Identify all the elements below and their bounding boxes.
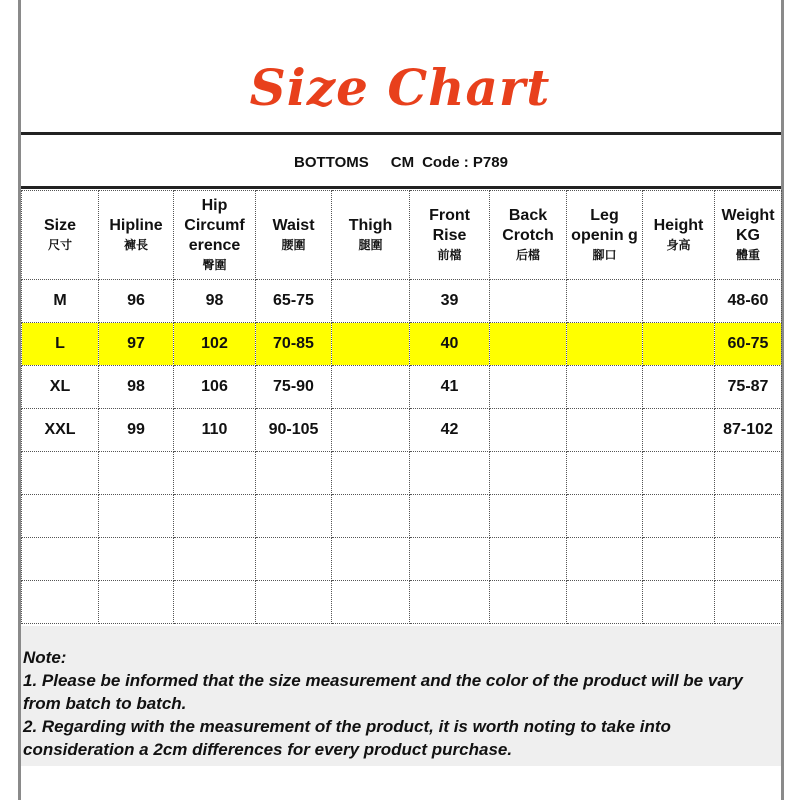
- unit-label: CM: [390, 153, 415, 171]
- table-body: [22, 280, 782, 624]
- table-cell: [256, 452, 332, 495]
- table-cell: [567, 280, 643, 323]
- table-cell: 75-90: [256, 366, 332, 409]
- table-cell: [490, 366, 567, 409]
- table-cell: [256, 538, 332, 581]
- table-cell: 90-105: [256, 409, 332, 452]
- table-cell: [643, 280, 715, 323]
- table-cell: 39: [410, 280, 490, 323]
- table-cell: 42: [410, 409, 490, 452]
- table-cell: [643, 409, 715, 452]
- table-cell: [256, 495, 332, 538]
- table-cell: XL: [22, 366, 99, 409]
- table-caption: [21, 137, 781, 187]
- column-header-zh: 尺寸: [47, 238, 72, 252]
- table-cell: [643, 452, 715, 495]
- table-cell: [643, 495, 715, 538]
- table-cell: [490, 452, 567, 495]
- table-cell: [410, 538, 490, 581]
- note-line-1: 1. Please be informed that the size measurement and the color of the product will be vary from batch to batch.: [23, 671, 743, 713]
- table-cell: [99, 495, 174, 538]
- table-cell: 75-87: [715, 366, 782, 409]
- table-cell: [410, 581, 490, 624]
- table-cell: 98: [99, 366, 174, 409]
- table-cell: [332, 538, 410, 581]
- table-row: [22, 409, 782, 452]
- column-header: [174, 191, 256, 280]
- column-header-en: Weight KG: [721, 207, 775, 244]
- table-cell: [256, 581, 332, 624]
- table-cell: [643, 538, 715, 581]
- table-cell: [715, 581, 782, 624]
- table-cell: 99: [99, 409, 174, 452]
- notes-title: Note:: [23, 648, 67, 667]
- column-header: [410, 191, 490, 280]
- table-cell: [715, 495, 782, 538]
- table-cell: [490, 280, 567, 323]
- column-header: [715, 191, 782, 280]
- table-cell: [332, 581, 410, 624]
- table-cell: 110: [174, 409, 256, 452]
- column-header: [490, 191, 567, 280]
- column-header-zh: 后檔: [515, 248, 540, 262]
- table-cell: [332, 366, 410, 409]
- table-cell: [567, 495, 643, 538]
- column-header: [256, 191, 332, 280]
- column-header-en: Hip Circumf erence: [184, 197, 245, 254]
- table-cell: [490, 495, 567, 538]
- table-cell: [22, 495, 99, 538]
- column-header-en: Hipline: [109, 217, 163, 234]
- table-row: [22, 495, 782, 538]
- table-cell: [490, 581, 567, 624]
- column-header-zh: 臀圍: [202, 258, 227, 272]
- table-cell: L: [22, 323, 99, 366]
- table-cell: 40: [410, 323, 490, 366]
- notes-section: [21, 626, 781, 766]
- table-cell: M: [22, 280, 99, 323]
- table-cell: [332, 452, 410, 495]
- table-cell: 87-102: [715, 409, 782, 452]
- table-cell: [643, 366, 715, 409]
- table-cell: [567, 323, 643, 366]
- column-header-en: Back Crotch: [502, 207, 554, 244]
- column-header-en: Waist: [272, 217, 315, 234]
- table-cell: [174, 452, 256, 495]
- table-cell: [99, 452, 174, 495]
- table-row: [22, 581, 782, 624]
- table-cell: [567, 452, 643, 495]
- table-cell: [22, 538, 99, 581]
- divider-top: [21, 132, 781, 135]
- column-header-en: Front Rise: [429, 207, 470, 244]
- column-header-en: Thigh: [348, 217, 393, 234]
- table-cell: [567, 538, 643, 581]
- table-cell: [643, 323, 715, 366]
- table-cell: [490, 538, 567, 581]
- category-label: BOTTOMS: [294, 153, 369, 171]
- column-header-zh: 身高: [666, 238, 691, 252]
- column-header: [643, 191, 715, 280]
- table-cell: XXL: [22, 409, 99, 452]
- table-cell: [22, 452, 99, 495]
- table-cell: [715, 452, 782, 495]
- table-cell: [490, 323, 567, 366]
- column-header-zh: 腰圍: [281, 238, 306, 252]
- table-cell: [332, 280, 410, 323]
- column-header-zh: 腿圍: [358, 238, 383, 252]
- table-cell: [567, 366, 643, 409]
- size-table: [21, 190, 782, 624]
- table-cell: [22, 581, 99, 624]
- table-cell: [332, 495, 410, 538]
- table-cell: [174, 581, 256, 624]
- table-cell: 96: [99, 280, 174, 323]
- table-cell: [99, 581, 174, 624]
- table-cell: [174, 495, 256, 538]
- table-cell: [174, 538, 256, 581]
- table-row: [22, 323, 782, 366]
- table-cell: [715, 538, 782, 581]
- table-cell: [410, 452, 490, 495]
- column-header-en: Size: [43, 217, 76, 234]
- table-cell: 106: [174, 366, 256, 409]
- column-header-zh: 前檔: [437, 248, 462, 262]
- column-header: [567, 191, 643, 280]
- table-cell: 65-75: [256, 280, 332, 323]
- table-cell: 98: [174, 280, 256, 323]
- product-code: Code : P789: [422, 153, 508, 171]
- column-header: [99, 191, 174, 280]
- table-row: [22, 452, 782, 495]
- column-header-zh: 褲長: [123, 238, 148, 252]
- table-cell: [643, 581, 715, 624]
- column-header: [332, 191, 410, 280]
- column-header-en: Height: [653, 217, 704, 234]
- table-cell: 60-75: [715, 323, 782, 366]
- table-row: [22, 280, 782, 323]
- column-header: [22, 191, 99, 280]
- page-title: Size Chart: [249, 58, 551, 117]
- divider-header: [21, 186, 781, 189]
- column-header-zh: 體重: [735, 248, 760, 262]
- table-cell: 97: [99, 323, 174, 366]
- table-row: [22, 366, 782, 409]
- column-header-zh: 腳口: [592, 248, 617, 262]
- table-cell: [332, 409, 410, 452]
- table-cell: [567, 409, 643, 452]
- table-cell: [490, 409, 567, 452]
- table-cell: [410, 495, 490, 538]
- table-cell: [332, 323, 410, 366]
- header-row: [22, 191, 782, 280]
- table-cell: 48-60: [715, 280, 782, 323]
- table-cell: 41: [410, 366, 490, 409]
- column-header-en: Leg openin g: [571, 207, 638, 244]
- table-cell: 102: [174, 323, 256, 366]
- table-cell: [567, 581, 643, 624]
- note-line-2: 2. Regarding with the measurement of the product, it is worth noting to take into consideration a 2cm differences for every product purchase.: [23, 717, 671, 759]
- table-cell: 70-85: [256, 323, 332, 366]
- table-cell: [99, 538, 174, 581]
- table-row: [22, 538, 782, 581]
